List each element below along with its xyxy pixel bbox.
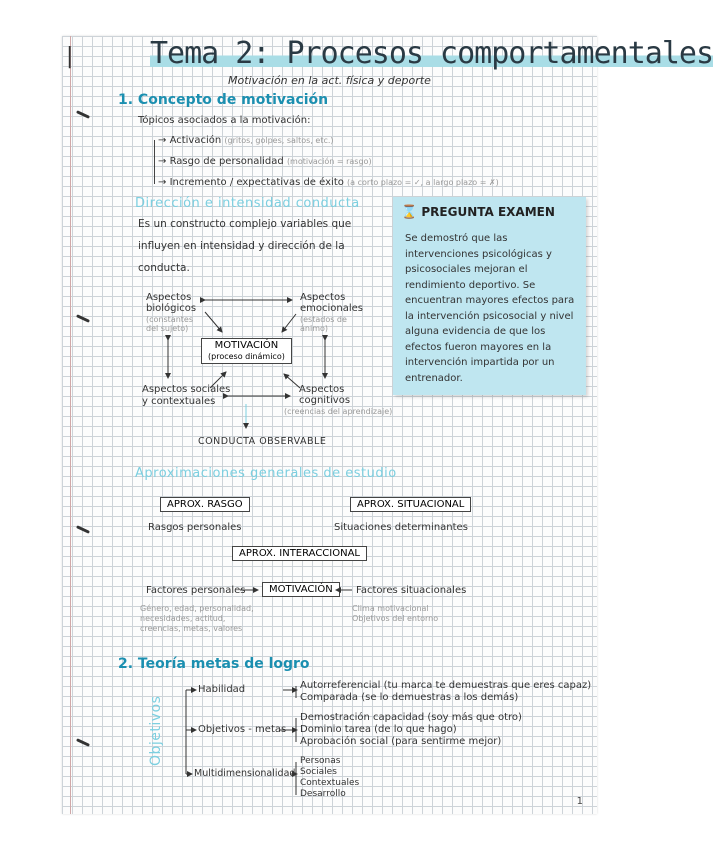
- approaches-heading: Aproximaciones generales de estudio: [135, 466, 397, 481]
- trait-approach-sub: Rasgos personales: [148, 522, 242, 533]
- definition-line: Es un constructo complejo variables que: [138, 218, 352, 230]
- hourglass-icon: ⌛: [401, 205, 418, 220]
- topic-item: → Incremento / expectativas de éxito (a corto plazo = ✓, a largo plazo = ✗): [158, 177, 499, 188]
- margin-stroke: |: [66, 44, 74, 69]
- arrow: [210, 372, 226, 388]
- branch-item: Dominio tarea (de lo que hago): [300, 724, 457, 735]
- branch-multidimensional: Multidimensionalidad: [194, 768, 296, 779]
- aspect-biological-note: (constantes del sujeto): [146, 315, 193, 333]
- branch-item: Comparada (se lo demuestras a los demás): [300, 692, 519, 703]
- observable-behavior: CONDUCTA OBSERVABLE: [198, 436, 327, 447]
- page-number: 1: [576, 796, 583, 807]
- topic-item: → Activación (gritos, golpes, saltos, etc.): [158, 135, 334, 146]
- page-subtitle: Motivación en la act. física y deporte: [228, 74, 431, 87]
- arrow: [282, 314, 296, 332]
- trait-approach-box: APROX. RASGO: [160, 497, 250, 512]
- branch-item: Aprobación social (para sentirme mejor): [300, 736, 502, 747]
- situational-approach-box: APROX. SITUACIONAL: [350, 497, 471, 512]
- motivation-center-box: MOTIVACIÓN (proceso dinámico): [201, 338, 292, 364]
- section1-heading: 1. Concepto de motivación: [118, 92, 329, 108]
- personal-examples: Género, edad, personalidad, necesidades, actitud, creencias, metas, valores: [140, 604, 254, 633]
- situational-factors: Factores situacionales: [356, 585, 467, 596]
- direction-heading: Dirección e intensidad conducta: [135, 196, 360, 211]
- aspect-emotional-note: (estados de ánimo): [300, 315, 347, 333]
- topics-intro: Tópicos asociados a la motivación:: [138, 115, 311, 126]
- exam-text: Se demostró que las intervenciones psicológicas y psicosociales mejoran el rendimiento deportivo. Se encuentran mayores efectos para la intervención psicosocial y nivel alguna evidencia de que los efectos fueron mayores en la intervención impartida por un entrenador.: [405, 233, 575, 384]
- exam-heading: ⌛ PREGUNTA EXAMEN: [401, 205, 555, 220]
- branch-ability: Habilidad: [198, 684, 246, 695]
- topic-item: → Rasgo de personalidad (motivación = rasgo): [158, 156, 372, 167]
- branch-item: Personas: [300, 756, 341, 766]
- branch-item: Demostración capacidad (soy más que otro): [300, 712, 522, 723]
- situational-examples: Clima motivacional Objetivos del entorno: [352, 604, 439, 623]
- aspect-social: Aspectos sociales y contextuales: [142, 384, 231, 407]
- branch-item: Desarrollo: [300, 789, 346, 799]
- branch-item: Contextuales: [300, 778, 360, 788]
- page-title: Tema 2: Procesos comportamentales: [150, 36, 713, 71]
- aspect-cognitive-note: (creencias del aprendizaje): [284, 407, 393, 416]
- situational-approach-sub: Situaciones determinantes: [334, 522, 468, 533]
- definition-line: conducta.: [138, 262, 190, 274]
- branch-goals: Objetivos - metas: [198, 724, 287, 735]
- aspect-biological: Aspectos biológicos: [146, 292, 197, 314]
- aspect-cognitive: Aspectos cognitivos: [299, 384, 351, 406]
- objectives-side-label: Objetivos: [148, 695, 164, 766]
- aspect-emotional: Aspectos emocionales: [300, 292, 364, 314]
- definition-line: influyen en intensidad y dirección de la: [138, 240, 345, 252]
- section2-heading: 2. Teoría metas de logro: [118, 656, 310, 672]
- branch-item: Sociales: [300, 767, 337, 777]
- branch-item: Autorreferencial (tu marca te demuestras que eres capaz): [300, 680, 592, 691]
- arrow: [205, 312, 222, 332]
- motivation-box: MOTIVACIÓN: [262, 582, 340, 597]
- interactional-approach-box: APROX. INTERACCIONAL: [232, 546, 367, 561]
- arrow: [284, 374, 300, 388]
- personal-factors: Factores personales: [146, 585, 246, 596]
